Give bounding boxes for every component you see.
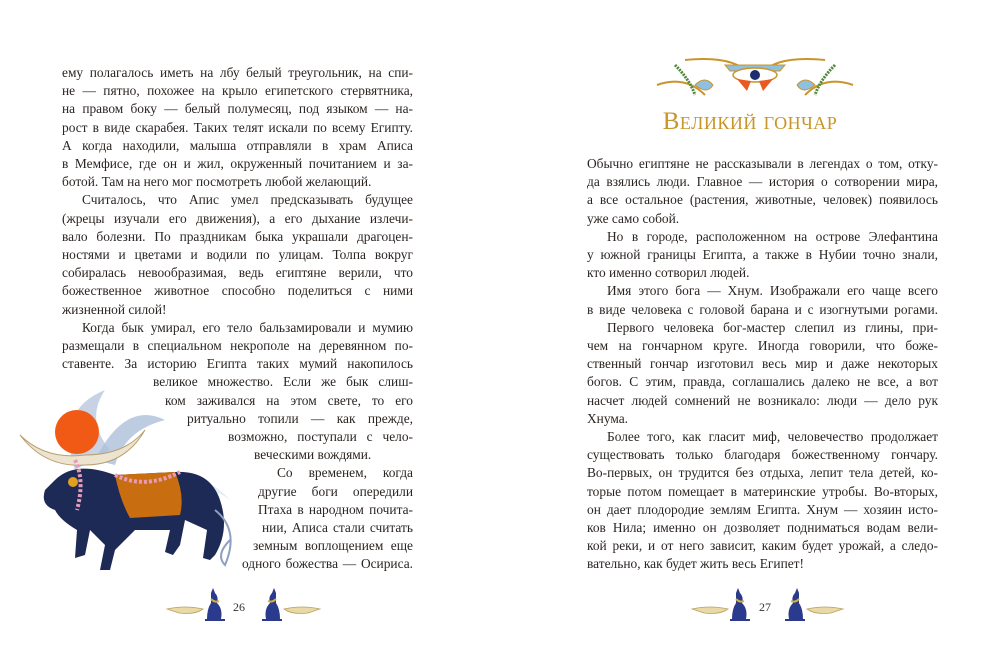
text-line: Первого человека бог-мастер слепил из глины, при-: [607, 319, 938, 335]
text-line: вало болезни. По праздникам быка украшали драгоцен-: [62, 228, 413, 244]
text-line: возможно, поступали с чело-: [228, 429, 413, 444]
eye-of-horus-ornament: [655, 55, 855, 103]
text-line: да взялись люди. Главное — история о сотворении мира,: [587, 174, 938, 190]
page-number-left: 26: [233, 600, 245, 614]
chapter-title: Великий гончар: [662, 108, 838, 135]
text-line: А когда находили, малыша отправляли в храм Аписа: [62, 137, 413, 153]
text-line: ком заживался на этом свете, то его: [165, 392, 413, 408]
gold-amulet: [68, 477, 78, 487]
sun-disk: [55, 410, 99, 454]
text-line: ков Нила; именно он дозволяет подниматься водам вели-: [587, 520, 938, 535]
text-line: Когда бык умирал, его тело бальзамировали и мумию: [82, 319, 413, 335]
text-line: в виде человека с головой барана и с изогнутыми рогами.: [587, 301, 938, 317]
text-line: Более того, как гласит миф, человечество продолжает: [607, 429, 938, 444]
footer-ornament-right-cat: [780, 585, 845, 625]
text-line: Обычно египтяне не рассказывали в легендах о том, отку-: [587, 156, 938, 171]
text-line: ностями и цветами и водили по улицам. Толпа вокруг: [62, 247, 413, 262]
text-line: размещали в специальном некрополе на деревянном по-: [62, 338, 413, 353]
text-line: рост в виде скарабея. Таких телят искали по всему Египту.: [62, 119, 413, 135]
text-line: ботой. Там на него мог посмотреть любой желающий.: [62, 174, 372, 190]
footer-ornament-left-cat: [690, 585, 755, 625]
text-line: Хнума.: [587, 410, 629, 426]
text-line: ритуально топили — как прежде,: [187, 410, 413, 426]
text-line: в Мемфисе, где он и жил, окруженный почитанием и за-: [62, 156, 413, 171]
text-line: собиралась невообразимая, ведь египтяне верили, что: [62, 265, 413, 281]
text-line: нии, Аписа стали считать: [262, 520, 413, 535]
text-line: другие боги опередили: [258, 483, 413, 499]
apis-bull-illustration: [15, 380, 245, 580]
footer-ornament-right-cat: [257, 585, 322, 625]
footer-ornament-left-cat: [165, 585, 230, 625]
text-line: (жрецы изучали его движения), а его дыхание излечи-: [62, 210, 413, 226]
page-number-right: 27: [759, 600, 771, 614]
text-line: Со временем, когда: [277, 465, 413, 481]
text-line: существовать только благодаря божественному гончару.: [587, 447, 938, 463]
text-line: Во-первых, он трудится без отдыха, лепит тела детей, ко-: [587, 465, 938, 481]
text-line: великое множество. Если же бык слиш-: [153, 374, 413, 390]
text-line: веческими вождями.: [254, 447, 372, 463]
text-line: кой реки, и от него зависит, каким будет урожай, а следо-: [587, 538, 938, 554]
text-line: ственный гончар изготовил весь мир и даже некоторых: [587, 356, 938, 372]
text-line: Птаха в народном почита-: [258, 501, 413, 517]
right-page: [500, 0, 1000, 648]
text-line: насчет людей сомнений не возникало: люди — дело рук: [587, 392, 938, 408]
text-line: не — пятно, похожее на крыло египетского стервятника,: [62, 83, 413, 99]
text-line: чем на гончарном круге. Иногда говорили, что боже-: [587, 338, 938, 353]
text-line: на правом боку — белый полумесяц, под языком — на-: [62, 101, 413, 117]
text-line: Имя этого бога — Хнум. Изображали его чаще всего: [607, 283, 938, 299]
text-line: земным воплощением еще: [253, 538, 413, 554]
text-line: божественное животное способно поделиться с ними: [62, 283, 413, 299]
text-line: богов. С этим, правда, соглашались далеко не все, а вот: [587, 374, 938, 390]
text-line: Считалось, что Апис умел предсказывать будущее: [82, 192, 413, 208]
text-line: торые потом помещает в материнские утробы. Во-вторых,: [587, 483, 938, 499]
text-line: вательно, как будет жить весь Египет!: [587, 556, 804, 572]
text-line: у южной границы Египта, а также в Нубии точно знали,: [587, 247, 938, 262]
text-line: а все остальное (растения, животные, человек) появилось: [587, 192, 938, 208]
text-line: ему полагалось иметь на лбу белый треугольник, на спи-: [62, 65, 413, 80]
text-line: одного божества — Осириса.: [242, 556, 413, 572]
text-line: он дает плодородие землям Египта. Хнум — хозяин исто-: [587, 501, 938, 517]
text-line: жизненной силой!: [62, 301, 167, 317]
text-line: уже само собой.: [587, 210, 680, 226]
text-line: кто именно сотворил людей.: [587, 265, 750, 281]
text-line: Но в городе, расположенном на острове Элефантина: [607, 228, 938, 244]
text-line: ставенте. За историю Египта таких мумий накопилось: [62, 356, 413, 372]
